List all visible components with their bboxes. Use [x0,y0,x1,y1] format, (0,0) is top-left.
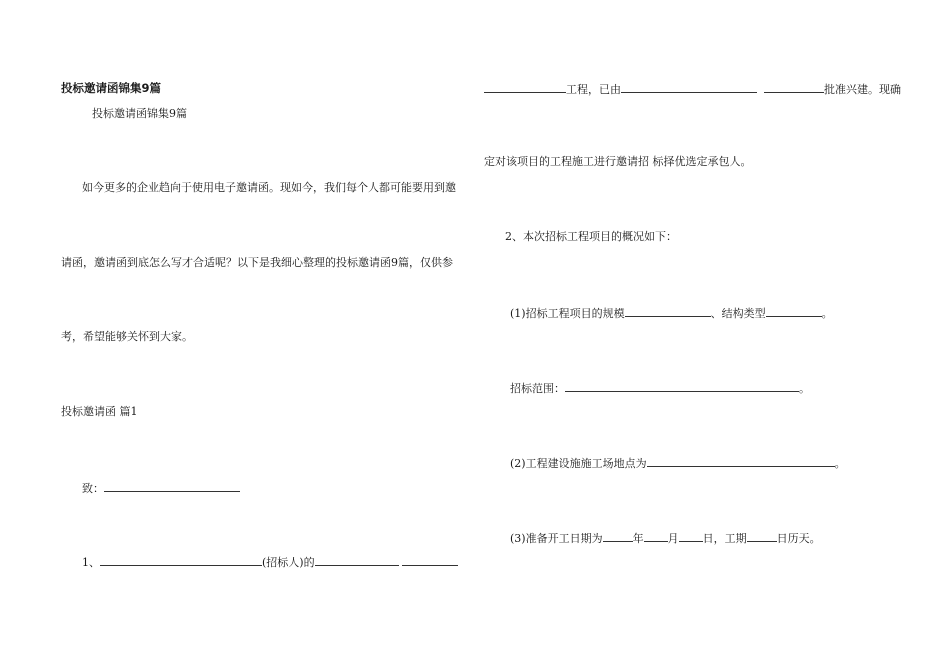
right-line-1-text-b: 批准兴建。现确 [824,83,901,96]
scale-blank [625,305,711,317]
recipient-blank [104,480,240,492]
project-scale-line [510,305,833,321]
project-name-blank [484,81,566,93]
structure-type-blank [766,305,822,317]
document-title: 投标邀请函锦集9篇 [61,81,162,95]
site-location-label: (2)工程建设施施工场地点为 [510,457,647,470]
month-label: 月 [667,532,679,545]
recipient-line [82,480,240,496]
calendar-days-label: 日历天。 [776,532,821,545]
start-date-line [510,530,821,546]
right-line-2: 定对该项目的工程施工进行邀请招 标择优选定承包人。 [484,155,752,168]
start-date-label: (3)准备开工日期为 [510,532,603,545]
tender-scope-label: 招标范围： [510,382,565,395]
day-blank [679,530,703,542]
right-line-1 [484,81,901,97]
intro-paragraph-line-1: 如今更多的企业趋向于使用电子邀请函。现如今，我们每个人都可能要用到邀 [82,181,456,194]
day-duration-label: 日，工期 [702,532,747,545]
right-line-1-text-a: 工程，已由 [566,83,621,96]
item-1-text: (招标人)的 [262,556,315,569]
project-scale-end: 。 [821,307,833,320]
site-location-blank [647,455,835,467]
intro-paragraph-line-3: 考，希望能够关怀到大家。 [61,330,193,343]
project-blank-1 [315,554,399,566]
approver-blank-2 [764,81,824,93]
section-heading: 投标邀请函 篇1 [61,405,138,418]
tenderer-blank [100,554,262,566]
structure-type-label: 、结构类型 [710,307,766,320]
intro-paragraph-line-2: 请函，邀请函到底怎么写才合适呢？以下是我细心整理的投标邀请函9篇，仅供参 [61,256,453,269]
year-blank [603,530,633,542]
project-scale-label: (1)招标工程项目的规模 [510,307,625,320]
site-location-end: 。 [834,457,846,470]
tender-scope-end: 。 [799,382,810,395]
item-1-line [82,554,458,570]
site-location-line [510,455,846,471]
project-blank-2 [402,554,458,566]
document-subtitle: 投标邀请函锦集9篇 [92,107,187,120]
approver-blank-1 [621,81,757,93]
recipient-label: 致： [82,482,104,495]
tender-scope-blank [565,380,799,392]
tender-scope-line [510,380,810,396]
item-1-number: 1、 [82,556,100,569]
duration-blank [747,530,777,542]
month-blank [644,530,668,542]
year-label: 年 [632,532,644,545]
project-overview-heading: 2、本次招标工程项目的概况如下： [505,230,677,243]
